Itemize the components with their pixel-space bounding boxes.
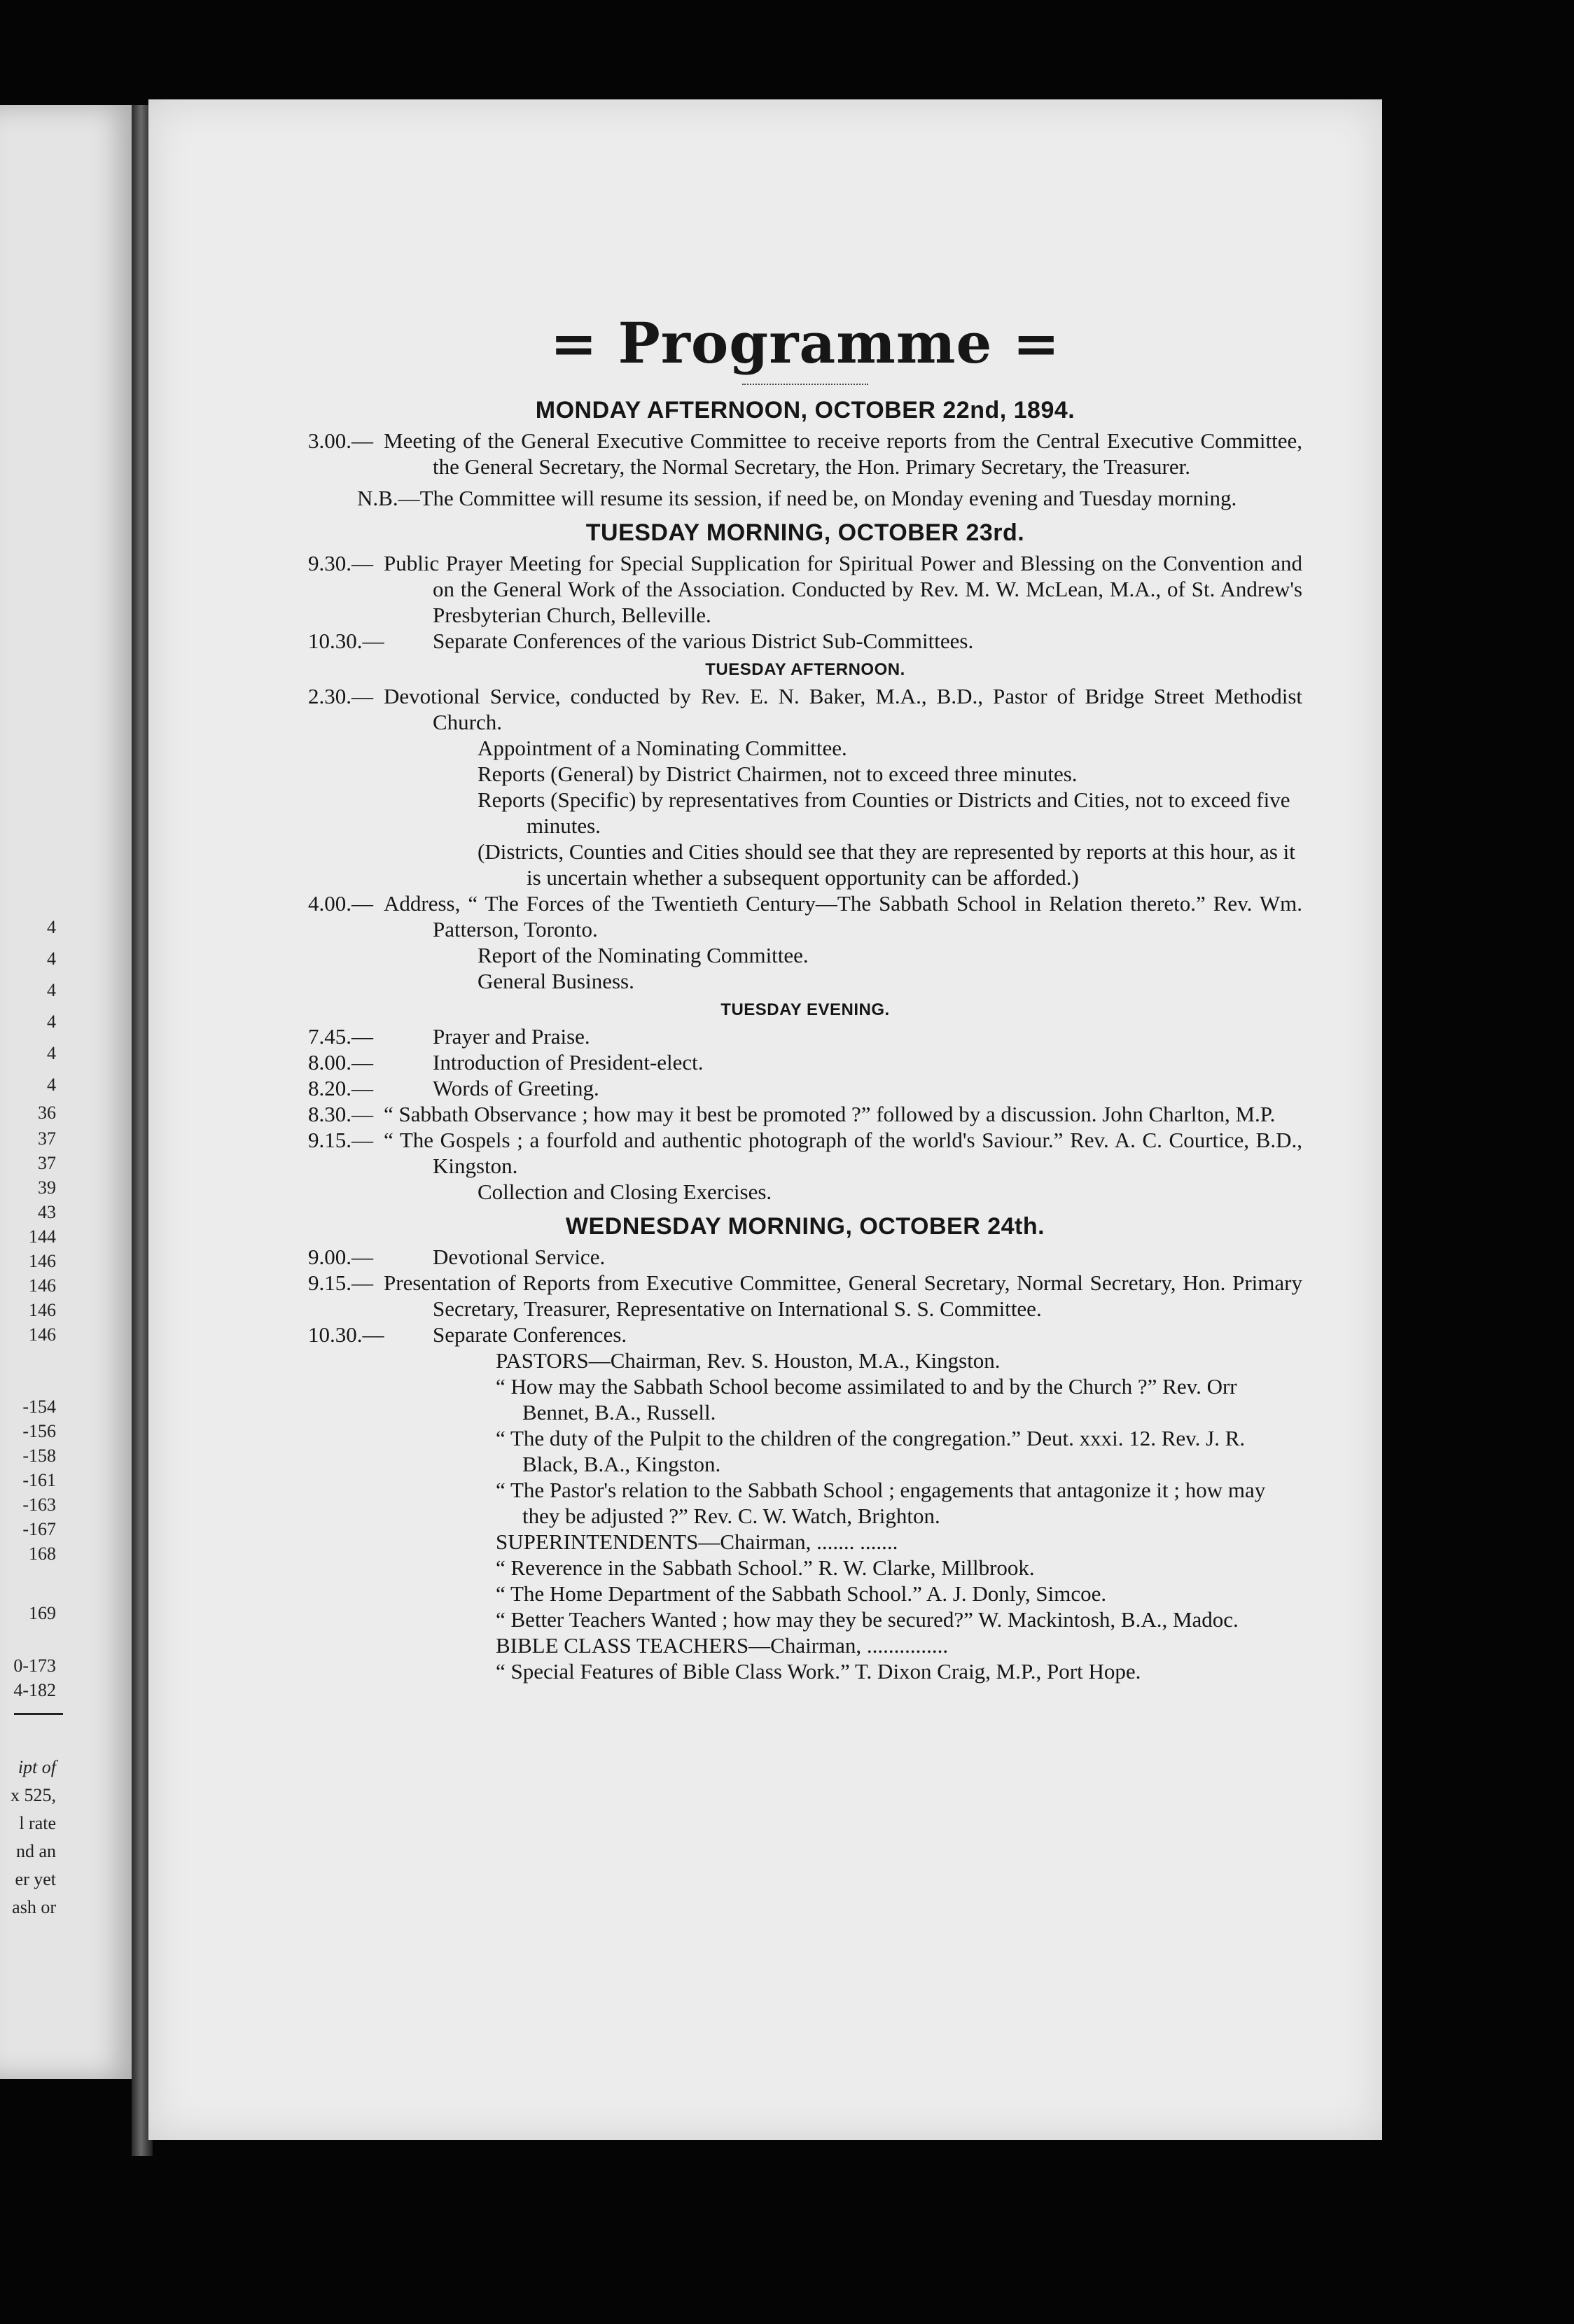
programme-page [148,99,1382,2140]
item-text: Words of Greeting. [433,1076,599,1100]
item-time: 10.30.— [308,629,384,653]
conference-talk: “ The duty of the Pulpit to the children of the congregation.” Deut. xxxi. 12. Rev. J. R. Black, B.A., Kingston. [496,1426,1246,1476]
item-text: Public Prayer Meeting for Special Supplication for Spiritual Power and Blessing on the Convention and on the General Work of the Association. Conducted by Rev. M. W. McLean, M.A., of St. Andrew's Presbyterian Church, Belleville. [384,551,1302,627]
programme-content [308,309,1302,1684]
item-text: Separate Conferences of the various District Sub-Committees. [433,629,974,653]
item-text: Devotional Service. [433,1245,606,1269]
item-time: 3.00.— [308,428,373,453]
margin-number: -161 [22,1470,56,1490]
conference-label: SUPERINTENDENTS—Chairman, ....... ....... [496,1530,898,1554]
sub-item: (Districts, Counties and Cities should see that they are represented by reports at this hour, as it is uncertain whether a subsequent opportunity can be afforded.) [478,839,1295,890]
schedule-item [308,1270,1302,1322]
margin-fragment: l rate [19,1813,56,1833]
margin-fragment: nd an [15,1841,56,1861]
sub-item: Reports (General) by District Chairmen, not to exceed three minutes. [478,762,1078,786]
margin-number: 4-182 [13,1680,56,1700]
item-text: Introduction of President-elect. [433,1050,704,1074]
margin-number: 36 [38,1102,56,1123]
conference-talk: “ The Home Department of the Sabbath School.” A. J. Donly, Simcoe. [496,1581,1107,1606]
margin-rule [14,1713,63,1715]
item-time: 8.20.— [308,1076,373,1100]
item-time: 9.30.— [308,551,373,575]
margin-fragment: ipt of [18,1757,56,1777]
tuesday-morning-heading: TUESDAY MORNING, OCTOBER 23rd. [585,519,1025,546]
item-text: Prayer and Praise. [433,1024,590,1049]
page-title: = Programme = [550,310,1061,376]
item-time: 9.00.— [308,1245,373,1269]
margin-number: -154 [22,1396,56,1417]
schedule-item [308,1023,1302,1049]
schedule-item [308,890,1302,942]
margin-number: 4 [47,948,56,969]
committee-note: N.B.—The Committee will resume its session, if need be, on Monday evening and Tuesday morning. [357,486,1237,510]
margin-number: 4 [47,1011,56,1032]
margin-number: 43 [38,1202,56,1222]
title-ornament [742,384,868,388]
margin-number: -167 [22,1519,56,1539]
conference-label: BIBLE CLASS TEACHERS—Chairman, ............... [496,1633,949,1658]
margin-number: 146 [29,1275,56,1296]
item-time: 9.15.— [308,1270,373,1295]
margin-number: 144 [29,1226,56,1247]
item-text: Meeting of the General Executive Committee to receive reports from the Central Executive Committee, the General Secretary, the Normal Secretary, the Hon. Primary Secretary, the Treasurer. [384,428,1302,479]
margin-number: 168 [29,1544,56,1564]
margin-number: 146 [29,1300,56,1320]
sub-item: Report of the Nominating Committee. [478,943,809,967]
margin-number: 4 [47,917,56,937]
margin-number: 0-173 [13,1656,56,1676]
schedule-item [308,1244,1302,1270]
margin-number: 4 [47,980,56,1000]
margin-number: 37 [38,1153,56,1173]
sub-item: Collection and Closing Exercises. [478,1180,772,1204]
tuesday-afternoon-heading: TUESDAY AFTERNOON. [705,660,905,679]
margin-number: 4 [47,1043,56,1063]
schedule-item [308,683,1302,735]
conference-label: PASTORS—Chairman, Rev. S. Houston, M.A., Kingston. [496,1348,1001,1373]
margin-number: 146 [29,1251,56,1271]
schedule-item [308,550,1302,628]
item-time: 7.45.— [308,1024,373,1049]
schedule-item [308,428,1302,479]
item-text: Separate Conferences. [433,1322,627,1347]
sub-item: General Business. [478,969,634,993]
item-text: “ The Gospels ; a fourfold and authentic photograph of the world's Saviour.” Rev. A. C. Courtice, B.D., Kingston. [384,1128,1302,1178]
item-text: “ Sabbath Observance ; how may it best be promoted ?” followed by a discussion. John Charlton, M.P. [384,1102,1276,1126]
item-time: 8.00.— [308,1050,373,1074]
conference-talk: “ Reverence in the Sabbath School.” R. W. Clarke, Millbrook. [496,1555,1035,1580]
wednesday-morning-heading: WEDNESDAY MORNING, OCTOBER 24th. [565,1213,1045,1240]
sub-item: Reports (Specific) by representatives from Counties or Districts and Cities, not to exceed five minutes. [478,788,1290,838]
item-text: Presentation of Reports from Executive Committee, General Secretary, Normal Secretary, Hon. Primary Secretary, Treasurer, Representative on International S. S. Committee. [384,1270,1302,1321]
schedule-item [308,1049,1302,1075]
margin-number: 4 [47,1074,56,1095]
item-time: 2.30.— [308,684,373,708]
schedule-item [308,1075,1302,1101]
margin-fragment: er yet [15,1869,56,1889]
conference-talk: “ How may the Sabbath School become assimilated to and by the Church ?” Rev. Orr Bennet, B.A., Russell. [496,1374,1237,1424]
item-text: Address, “ The Forces of the Twentieth Century—The Sabbath School in Relation thereto.” Rev. Wm. Patterson, Toronto. [384,891,1302,941]
schedule-item [308,1322,1302,1348]
monday-heading: MONDAY AFTERNOON, OCTOBER 22nd, 1894. [535,397,1075,424]
margin-number: -158 [22,1446,56,1466]
sub-item: Appointment of a Nominating Committee. [478,736,847,760]
margin-number: -156 [22,1421,56,1441]
item-time: 8.30.— [308,1102,373,1126]
margin-number: 146 [29,1324,56,1345]
item-text: Devotional Service, conducted by Rev. E. N. Baker, M.A., B.D., Pastor of Bridge Street Methodist Church. [384,684,1302,734]
conference-talk: “ Better Teachers Wanted ; how may they be secured?” W. Mackintosh, B.A., Madoc. [496,1607,1239,1632]
schedule-item [308,1127,1302,1179]
item-time: 10.30.— [308,1322,384,1347]
conference-talk: “ Special Features of Bible Class Work.” T. Dixon Craig, M.P., Port Hope. [496,1659,1141,1684]
item-time: 4.00.— [308,891,373,916]
left-page-fragment [0,105,140,2079]
conference-talk: “ The Pastor's relation to the Sabbath School ; engagements that antagonize it ; how may they be adjusted ?” Rev. C. W. Watch, Brighton. [496,1478,1266,1528]
margin-fragment: x 525, [11,1785,56,1805]
margin-number: 169 [29,1603,56,1623]
margin-number: 37 [38,1128,56,1149]
tuesday-evening-heading: TUESDAY EVENING. [720,1000,890,1019]
item-time: 9.15.— [308,1128,373,1152]
schedule-item [308,628,1302,654]
schedule-item [308,1101,1302,1127]
margin-number: -163 [22,1494,56,1515]
margin-number: 39 [38,1177,56,1198]
margin-fragment: ash or [12,1897,56,1917]
